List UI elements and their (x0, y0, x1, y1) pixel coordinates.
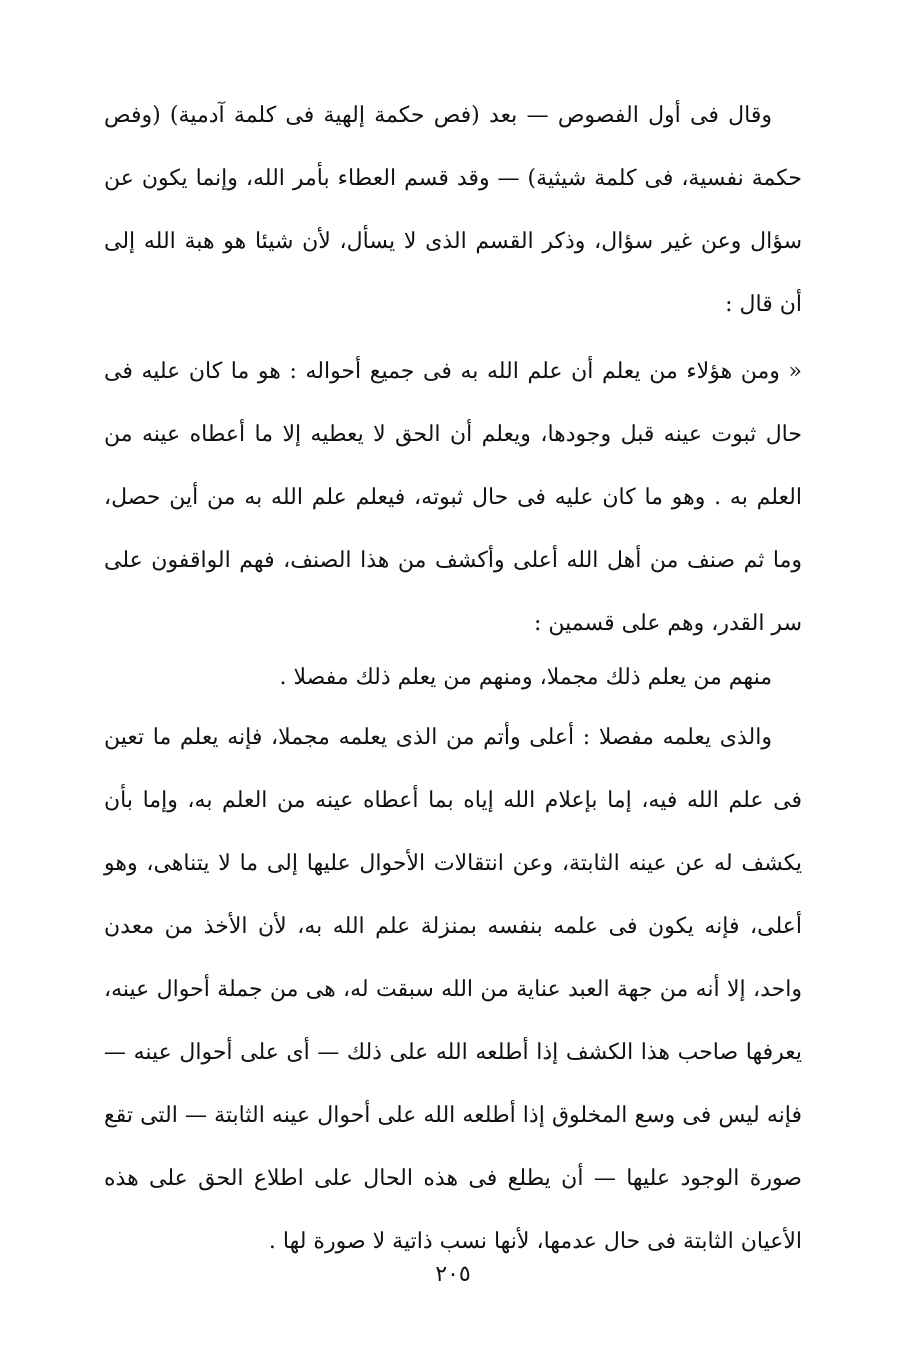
paragraph-quote: « ومن هؤلاء من يعلم أن علم الله به فى جميع أحواله : هو ما كان عليه فى حال ثبوت عينه قبل وجودها، ويعلم أن الحق لا يعطيه إلا ما أعطاه عينه من العلم به . وهو ما كان عليه فى حال ثبوته، فيعلم علم الله به من أين حصل، وما ثم صنف من أهل الله أعلى وأكشف من هذا الصنف، فهم الواقفون على سر القدر، وهم على قسمين : (104, 359, 802, 636)
paragraph-detailed-knowledge: والذى يعلمه مفصلا : أعلى وأتم من الذى يعلمه مجملا، فإنه يعلم ما تعين فى علم الله فيه، إما بإعلام الله إياه بما أعطاه عينه من العلم به، وإما بأن يكشف له عن عينه الثابتة، وعن انتقالات الأحوال عليها إلى ما لا يتناهى، وهو أعلى، فإنه يكون فى علمه بنفسه بمنزلة علم الله به، لأن الأخذ من معدن واحد، إلا أنه من جهة العبد عناية من الله سبقت له، هى من جملة أحوال عينه، يعرفها صاحب هذا الكشف إذا أطلعه الله على ذلك — أى على أحوال عينه — فإنه ليس فى وسع المخلوق إذا أطلعه الله على أحوال عينه الثابتة — التى تقع صورة الوجود عليها — أن يطلع فى هذه الحال على اطلاع الحق على هذه الأعيان الثابتة فى حال عدمها، لأنها نسب ذاتية لا صورة لها . (104, 725, 802, 1254)
paragraph-intro: وقال فى أول الفصوص — بعد (فص حكمة إلهية فى كلمة آدمية) (وفص حكمة نفسية، فى كلمة شيثية) — وقد قسم العطاء بأمر الله، وإنما يكون عن سؤال وعن غير سؤال، وذكر القسم الذى لا يسأل، لأن شيئا هو هبة الله إلى أن قال : (104, 103, 802, 317)
paragraph-two-groups: منهم من يعلم ذلك مجملا، ومنهم من يعلم ذلك مفصلا . (279, 665, 772, 690)
page-number: ٢٠٥ (435, 1262, 471, 1287)
